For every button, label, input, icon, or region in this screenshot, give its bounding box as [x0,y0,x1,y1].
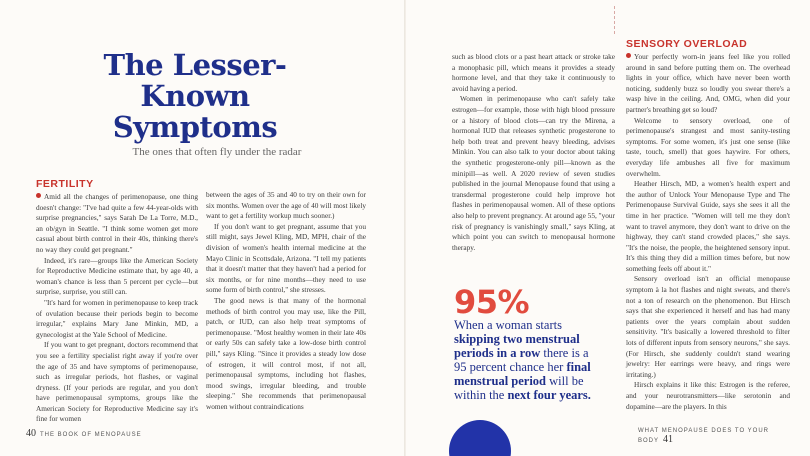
quote-text: will be within the [454,374,584,402]
page-title [70,50,320,143]
fertility-heading: FERTILITY [36,178,94,190]
decorative-circle [449,420,511,456]
pull-quote [454,318,604,402]
folio-text: THE BOOK OF MENOPAUSE [40,432,142,438]
quote-text: there is a 95 percent chance her [454,346,589,374]
column-3 [452,52,615,253]
paragraph: such as blood clots or a past heart attack or stroke take a monophasic pill, which means it provides a steady hormone level, and that they take it continuously to avoid having a period. [452,52,615,93]
paragraph [626,52,790,116]
paragraph: If you want to get pregnant, doctors recommend that you see a fertility specialist right away if you're over the age of 35 and have symptoms of perimenopause, such as irregular periods, hot flashes, or vaginal dryness. (If your periods are regular, and you don't have perimenopausal symptoms, groups like the American Society for Reproductive Medicine say it's fine for women [36,340,198,424]
quote-text: When a woman starts [454,318,562,332]
page-number: 41 [663,434,674,445]
paragraph: If you don't want to get pregnant, assume that you still might, says Jewel Kling, MD, MPH, chair of the division of women's health internal medicine at the Mayo Clinic in Scottsdale, Arizona. "I tell my patients that it doesn't matter that they haven't had a period for six months, or for nine months—they need to use some form of birth control," she stresses. [206,221,366,295]
page-number: 40 [26,428,36,439]
dashed-divider [614,6,615,34]
title-line-2: Known Symptoms [112,79,278,144]
paragraph: Hirsch explains it like this: Estrogen is the referee, and your neurotransmitters—like serotonin and dopamine—are the players. In this [626,380,790,411]
page-subtitle: The ones that often fly under the radar [132,146,302,158]
paragraph: Women in perimenopause who can't safely take estrogen—for example, those with high blood pressure or a history of blood clots—can try the Mirena, a hormonal IUD that releases synthetic progesterone to help both treat and prevent heavy bleeding, advises Minkin. You can also talk to your doctor about taking the synthetic progesterone-only pill—known as the minipill—as well. A 2020 review of seven studies published in the journal Menopause found that using a transdermal progesterone could help improve hot flashes in perimenopausal women. All of these options also help to prevent pregnancy. At around age 55, "your risk of pregnancy is vanishingly small," says Kling, at which point you can switch to menopausal hormone therapy. [452,94,615,252]
left-page [0,0,404,456]
paragraph: The good news is that many of the hormonal methods of birth control you may use, like the Pill, patch, or IUD, can also help treat symptoms of perimenopause. "Most healthy women in their late 40s or early 50s can safely take a low-dose birth control pill," says Kling. "Since it provides a steady low dose of estrogen, it will control most, if not all, perimenopausal symptoms, including hot flashes, mood swings, irregular bleeding, and trouble sleeping." She recommends that perimenopausal women without contraindications [206,295,366,411]
quote-emphasis: final menstrual period [454,360,591,388]
bullet-dot-icon [36,193,41,198]
right-folio [638,428,810,445]
paragraph [36,192,198,256]
quote-emphasis: next four years. [507,388,591,402]
sensory-heading: SENSORY OVERLOAD [626,38,748,50]
paragraph: Indeed, it's rare—groups like the American Society for Reproductive Medicine estimate that, by age 40, a woman's chance is less than 5 percent per cycle—but surprise, surprise, you still can. [36,255,198,297]
paragraph: Sensory overload isn't an official menopause symptom à la hot flashes and night sweats, and there's not a ton of research on the phenomenon. But Hirsch says that she experienced it herself and has had many patients over the years complain about sudden sensitivity. "It's basically a lowered threshold to filter lots of different inputs from sensory neurons," she says. (For Hirsch, she suddenly couldn't stand wearing jewelry: Her earrings were heavy, and rings were irritating.) [626,274,790,379]
paragraph-text: Amid all the changes of perimenopause, one thing doesn't change: "I've had quite a few 44-year-olds with surprise pregnancies," says Sarah De La Torre, M.D., an ob/gyn in Seattle. "I think some women get more casual about birth control in their 40s, thinking there's no way they could get pregnant." [36,192,198,254]
paragraph-text: Your perfectly worn-in jeans feel like you rolled around in sand before putting them on. The overhead lights in your office, which have never been worth noticing, suddenly buzz so loudly you swear there's a wasp hive in the ceiling. And, OMG, when did your partner's breathing get so loud? [626,52,790,114]
quote-emphasis: skipping two menstrual periods in a row [454,332,580,360]
left-folio [22,428,142,439]
paragraph: "It's hard for women in perimenopause to keep track of ovulation because their periods begin to become irregular," explains Mary Jane Minkin, MD, a gynecologist at the Yale School of Medicine. [36,297,198,339]
column-2 [206,190,366,412]
paragraph: Heather Hirsch, MD, a women's health expert and the author of Unlock Your Menopause Type and The Perimenopause Survival Guide, says she sees it all the time in her practice. "Women will tell me they don't want to travel anymore, they don't want to drive on the highway, they can't stand crowded places," she says. "It's the noise, the people, the heightened sensory input. It's this thing they did a million times before, but now something feels off about it." [626,179,790,273]
folio-text: WHAT MENOPAUSE DOES TO YOUR BODY [638,428,770,444]
column-4 [626,38,790,412]
title-line-1: The Lesser- [103,48,287,82]
bullet-dot-icon [626,53,631,58]
paragraph: between the ages of 35 and 40 to try on their own for six months. Women over the age of 40 will most likely want to get a fertility workup much sooner.) [206,190,366,221]
paragraph: Welcome to sensory overload, one of perimenopause's strangest and most sanity-testing symptoms. For some women, it's just one sense (like taste, touch, smell) that goes haywire. For others, everyday life ambushes all five for maximum overwhelm. [626,115,790,178]
column-1 [36,178,198,425]
stat-value: 95% [454,283,530,321]
right-page [406,0,810,456]
